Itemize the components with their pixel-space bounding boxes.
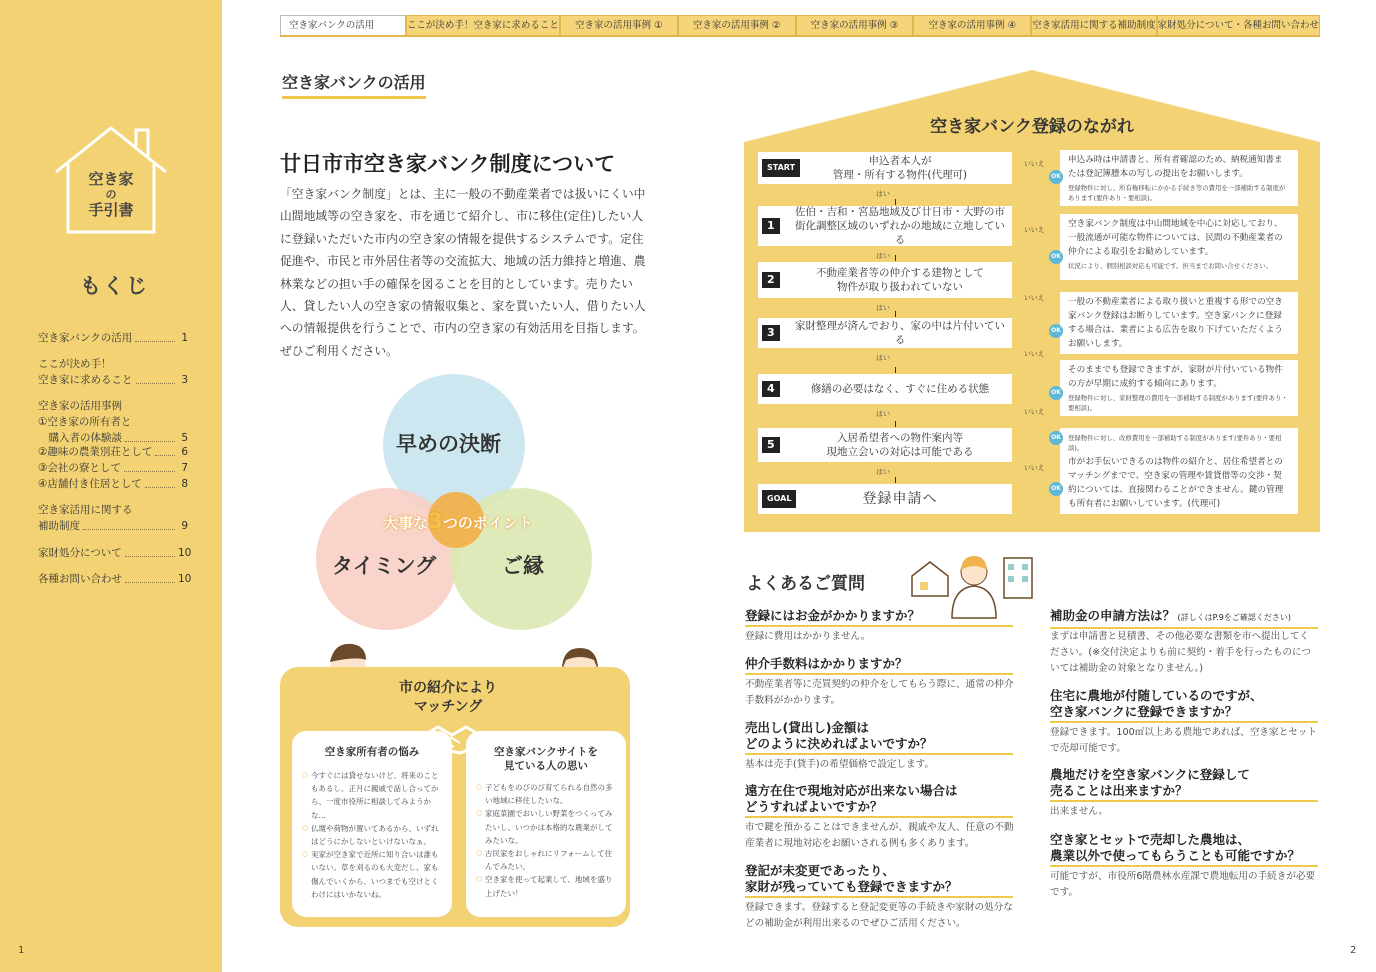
- seeker-item: ○ 古民家をおしゃれにリフォームして住んでみたい。: [476, 847, 616, 873]
- flow-yes-label: はい: [876, 354, 890, 362]
- flow-yes-label: はい: [876, 190, 890, 198]
- flow-title: 空き家バンク登録のながれ: [930, 117, 1134, 137]
- flow-arrow: [895, 477, 896, 483]
- toc-line-text: 各種お問い合わせ: [38, 573, 122, 585]
- house-icon: [912, 562, 948, 596]
- step-text: 入居希望者への物件案内等 現地立会いの対応は可能である: [826, 432, 974, 458]
- toc-dots: [136, 383, 176, 384]
- toc-line-text: 空き家活用に関する: [38, 504, 133, 516]
- page-number-left: 1: [18, 945, 25, 956]
- flow-arrow: [895, 367, 896, 373]
- toc-line-text: ここが決め手！: [38, 358, 112, 370]
- flow-note: [1060, 150, 1298, 206]
- ok-icon: OK: [1049, 482, 1063, 496]
- flow-note: [1060, 214, 1298, 280]
- note-small: 状況により、個別相談対応も可能です。担当までお問い合せください。: [1068, 262, 1272, 270]
- flow-yes-label: はい: [876, 304, 890, 312]
- owner-list: [302, 769, 442, 901]
- step-text: 不動産業者等の仲介する建物として 物件が取り扱われていない: [816, 267, 984, 293]
- flow-step: [758, 318, 1012, 348]
- note-text: そのままでも登録できますが、家財が片付いている物件の方が早期に成約する傾向にあります。: [1068, 365, 1283, 389]
- venn-center-b: 3: [428, 509, 443, 533]
- toc-item[interactable]: [38, 444, 188, 460]
- flow-step: [758, 428, 1012, 462]
- faq-question: 農地だけを空き家バンクに登録して 売ることは出来ますか？: [1050, 767, 1318, 802]
- flow-no-label: いいえ: [1024, 226, 1045, 234]
- toc-line-text: 空き家バンクの活用: [38, 332, 133, 344]
- faq-answer: 可能ですが、市役所6階農林水産課で農地転用の手続きが必要です。: [1050, 871, 1316, 898]
- flow-no-label: いいえ: [1024, 294, 1045, 302]
- owner-item: ○ 実家が空き家で近所に知り合いは誰もいない。草を刈るのも大変だし、家も傷んでいくから、いつまでも空けとくわけにはいかないね。: [302, 848, 442, 901]
- faq-title: よくあるご質問: [746, 574, 865, 594]
- toc-line: [38, 476, 188, 492]
- ok-icon: OK: [1049, 386, 1063, 400]
- step-text: 登録申請へ: [862, 491, 938, 507]
- venn-center-a: 大事な: [383, 514, 429, 532]
- faq-answer: 登録に費用はかかりません。: [745, 631, 871, 642]
- tab-5[interactable]: 空き家の活用事例 ④: [913, 15, 1031, 35]
- toc-line-text: ③会社の寮として: [38, 462, 121, 474]
- flow-arrow: [895, 255, 896, 261]
- note-small: 登録物件に対し、所有権移転にかかる手続き等の費用を一部補助する制度があります(要件あり・要相談)。: [1068, 184, 1286, 202]
- toc-dots: [124, 471, 175, 472]
- faq-answer: 登録できます。登録すると登記変更等の手続きや家財の処分などの補助金が利用出来るのでぜひご活用ください。: [745, 902, 1013, 929]
- flow-note: [1060, 452, 1298, 514]
- toc-page: 10: [178, 547, 192, 559]
- flow-step: [758, 374, 1012, 404]
- flow-no-label: いいえ: [1024, 350, 1045, 358]
- toc-page: 10: [178, 573, 192, 585]
- seeker-item: ○ 家庭菜園でおいしい野菜をつくってみたいし、いつかは本格的な農業がしてみたいな。: [476, 807, 616, 847]
- toc-item[interactable]: [38, 330, 188, 346]
- note-text: 申込み時は申請書と、所有者確認のため、納税通知書または登記簿謄本の写しの提出をお願いします。: [1068, 155, 1283, 179]
- toc-dots: [135, 341, 175, 342]
- owner-item: ○ 仏壇や荷物が置いてあるから、いずれはどうにかしないといけないなぁ。: [302, 822, 442, 848]
- step-badge: 4: [762, 381, 780, 397]
- step-badge: 2: [762, 272, 780, 288]
- sidebar: [0, 0, 222, 972]
- flow-yes-label: はい: [876, 468, 890, 476]
- toc-line: [38, 356, 188, 372]
- flow-note: [1060, 360, 1298, 416]
- flow-no-label: いいえ: [1024, 160, 1045, 168]
- step-text: 家財整理が済んでおり、家の中は片付いている: [795, 320, 1005, 346]
- faq-question: 住宅に農地が付随しているのですが、 空き家バンクに登録できますか？: [1050, 688, 1318, 723]
- note-text: 市がお手伝いできるのは物件の紹介と、居住希望者とのマッチングまでで、空き家の管理や賃貸借等の交渉・契約については、直接関わることができません。鍵の管理も所有者にお願いしています。(代理可): [1068, 457, 1284, 509]
- toc-dots: [125, 582, 175, 583]
- faq-question: 登録にはお金がかかりますか？: [745, 608, 1013, 627]
- toc-line-text: 空き家の活用事例: [38, 400, 122, 412]
- toc-page: 5: [181, 432, 188, 444]
- flow-no-label: いいえ: [1024, 408, 1045, 416]
- faq-question: 遠方在住で現地対応が出来ない場合は どうすればよいですか？: [745, 783, 1013, 818]
- step-text: 申込者本人が 管理・所有する物件(代理可): [832, 155, 968, 181]
- toc-dots: [125, 441, 175, 442]
- matching-title: 市の紹介により マッチング: [399, 680, 497, 715]
- venn-diagram: [310, 372, 600, 634]
- toc-page: 8: [181, 478, 188, 490]
- tab-1[interactable]: ここが決め手！空き家に求めること: [406, 15, 560, 35]
- flow-step: [758, 262, 1012, 298]
- toc-page: 9: [181, 520, 188, 532]
- toc-dots: [83, 529, 175, 530]
- flow-arrow: [895, 311, 896, 317]
- seeker-card-title: 空き家バンクサイトを 見ている人の思い: [493, 746, 599, 772]
- toc-line: [38, 518, 188, 534]
- tab-6[interactable]: 空き家活用に関する補助制度: [1031, 15, 1157, 35]
- faq-question: 登記が未変更であったり、 家財が残っていても登録できますか？: [745, 863, 1013, 898]
- flow-arrow: [895, 421, 896, 427]
- step-badge: 1: [762, 218, 780, 234]
- toc-line-text: ①空き家の所有者と: [38, 416, 132, 428]
- chapter-tabs: [280, 15, 1320, 37]
- toc-dots: [145, 487, 175, 488]
- toc-page: 6: [181, 446, 188, 458]
- faq-question: 仲介手数料はかかりますか？: [745, 656, 1013, 675]
- logo-line3: 手引書: [88, 201, 134, 219]
- toc-item[interactable]: [38, 476, 188, 492]
- toc-line: [38, 502, 188, 518]
- seeker-list: [476, 781, 616, 900]
- toc-item[interactable]: [38, 502, 188, 534]
- toc-line: [38, 330, 188, 346]
- flow-step: [758, 484, 1012, 514]
- intro-text: 「空き家バンク制度」とは、主に一般の不動産業者では扱いにくい中山間地域等の空き家を、市を通じて紹介し、市に移住(定住)したい人に登録いただいた市内の空き家の情報を提供するシステムです。定住促進や、市民と市外居住者等の交流拡大、地域の活力維持と増進、農林業などの担い手の確保を図ることを目的としています。売りたい人、貸したい人の空き家の情報収集と、家を買いたい人、借りたい人への情報提供を行うことで、市内の空き家の有効活用を目指します。ぜひご利用ください。: [280, 187, 646, 358]
- note-small: 登録物件に対し、家財整理の費用を一部補助する制度があります(要件あり・要相談)。: [1068, 394, 1288, 412]
- toc-page: 1: [181, 332, 188, 344]
- matching-box: [280, 667, 630, 927]
- toc-line: [38, 545, 192, 561]
- step-text: 修繕の必要はなく、すぐに住める状態: [810, 383, 990, 395]
- toc-item[interactable]: [38, 460, 188, 476]
- page-number-right: 2: [1350, 945, 1357, 956]
- owner-card-title: 空き家所有者の悩み: [324, 746, 420, 758]
- step-badge: 5: [762, 437, 780, 453]
- faq-answer: 登録できます。100㎡以上ある農地であれば、空き家とセットで売却可能です。: [1050, 727, 1317, 754]
- intro-title: 廿日市市空き家バンク制度について: [280, 152, 616, 176]
- logo-line1: 空き家: [88, 170, 134, 188]
- tab-4[interactable]: 空き家の活用事例 ③: [796, 15, 914, 35]
- toc-page: 7: [181, 462, 188, 474]
- toc-dots: [155, 455, 175, 456]
- ok-icon: OK: [1049, 250, 1063, 264]
- house-logo: [48, 120, 174, 236]
- toc-line-text: 購入者の体験談: [38, 432, 122, 444]
- faq-question: 売出し(貸出し)金額は どのように決めればよいですか？: [745, 720, 1013, 755]
- venn-label-early: 早めの決断: [396, 432, 501, 456]
- logo-line2: の: [105, 188, 117, 201]
- step-badge: START: [762, 159, 800, 177]
- building-icon: [1004, 558, 1032, 598]
- toc-dots: [125, 556, 175, 557]
- toc-line-text: ④店舗付き住居として: [38, 478, 142, 490]
- ok-icon: OK: [1049, 324, 1063, 338]
- venn-label-timing: タイミング: [332, 554, 437, 578]
- section-title: 空き家バンクの活用: [282, 70, 426, 99]
- toc-line-text: 補助制度: [38, 520, 80, 532]
- faq-answer: 基本は売手(貸手)の希望価格で設定します。: [745, 759, 934, 770]
- toc-line: [38, 460, 188, 476]
- faq-answer: 市で鍵を預かることはできませんが、親戚や友人、任意の不動産業者に現地対応をお願いされる例も多くあります。: [745, 822, 1014, 849]
- flow-step: [758, 152, 1012, 184]
- owner-card: [292, 731, 452, 917]
- tab-0[interactable]: 空き家バンクの活用: [280, 15, 406, 35]
- flow-yes-label: はい: [876, 252, 890, 260]
- faq-answer: まずは申請書と見積書、その他必要な書類を市へ提出してください。(※交付決定よりも前に契約・着手を行ったものについては補助金の対象となりません。): [1050, 631, 1312, 674]
- faq-question: 補助金の申請方法は？ (詳しくはP.9をご確認ください): [1050, 608, 1318, 629]
- flow-step: [758, 206, 1012, 246]
- toc-line: [38, 414, 188, 430]
- toc-line-text: 空き家に求めること: [38, 374, 133, 386]
- toc-item[interactable]: [38, 398, 188, 446]
- venn-label-fate: ご縁: [502, 554, 544, 578]
- toc-page: 3: [181, 374, 188, 386]
- faq-hint: (詳しくはP.9をご確認ください): [1175, 613, 1292, 622]
- venn-center-label: [373, 509, 543, 533]
- faq-answer: 不動産業者等に売買契約の仲介をしてもらう際に、通常の仲介手数料がかかります。: [745, 679, 1014, 706]
- toc-item[interactable]: [38, 545, 192, 561]
- tab-2[interactable]: 空き家の活用事例 ①: [560, 15, 678, 35]
- seeker-item: ○ 子どもをのびのび育てられる自然の多い地域に移住したいな。: [476, 781, 616, 807]
- owner-item: ○ 今すぐには貸せないけど、将来のこともあるし、正月に親戚で話し合ってから、一度市役所に相談してみようかな…: [302, 769, 442, 822]
- tab-3[interactable]: 空き家の活用事例 ②: [678, 15, 796, 35]
- toc-line-text: ②趣味の農業別荘として: [38, 446, 153, 458]
- ok-icon: OK: [1049, 170, 1063, 184]
- toc-line: [38, 444, 188, 460]
- venn-center-c: つのポイント: [442, 514, 533, 532]
- faq-answer: 出来ません。: [1050, 806, 1109, 817]
- ok-icon: OK: [1049, 431, 1063, 445]
- step-badge: 3: [762, 325, 780, 341]
- flow-note: [1060, 292, 1298, 354]
- toc-line: [38, 372, 188, 388]
- step-text: 佐伯・吉和・宮島地域及び廿日市・大野の市街化調整区域のいずれかの地域に立地している: [795, 206, 1005, 246]
- faq-question: 空き家とセットで売却した農地は、 農業以外で使ってもらうことも可能ですか？: [1050, 832, 1318, 867]
- note-text: 一般の不動産業者による取り扱いと重複する形での空き家バンク登録はお断りしています。空き家バンクに登録する場合は、業者による広告を取り下げていただくようお願いします。: [1068, 297, 1283, 349]
- flow-no-label: いいえ: [1024, 464, 1045, 472]
- flow-yes-label: はい: [876, 410, 890, 418]
- note-text: 空き家バンク制度は中山間地域を中心に対応しており、一般流通が可能な物件については、民間の不動産業者の仲介による取引をお勧めしています。: [1068, 219, 1283, 257]
- registration-flow: [744, 70, 1320, 532]
- toc-item[interactable]: [38, 356, 188, 388]
- note-small: 登録物件に対し、改修費用を一部補助する制度があります(要件あり・要相談)。: [1068, 434, 1282, 452]
- seeker-card: [466, 731, 626, 917]
- toc-line: [38, 398, 188, 414]
- seeker-item: ○ 空き家を使って起業して、地域を盛り上げたい！: [476, 873, 616, 899]
- step-badge: GOAL: [762, 490, 796, 508]
- toc-item[interactable]: [38, 571, 192, 587]
- toc-line-text: 家財処分について: [38, 547, 122, 559]
- tab-7[interactable]: 家財処分について・各種お問い合わせ: [1157, 15, 1320, 35]
- toc-line: [38, 571, 192, 587]
- toc-title: もくじ: [80, 274, 149, 298]
